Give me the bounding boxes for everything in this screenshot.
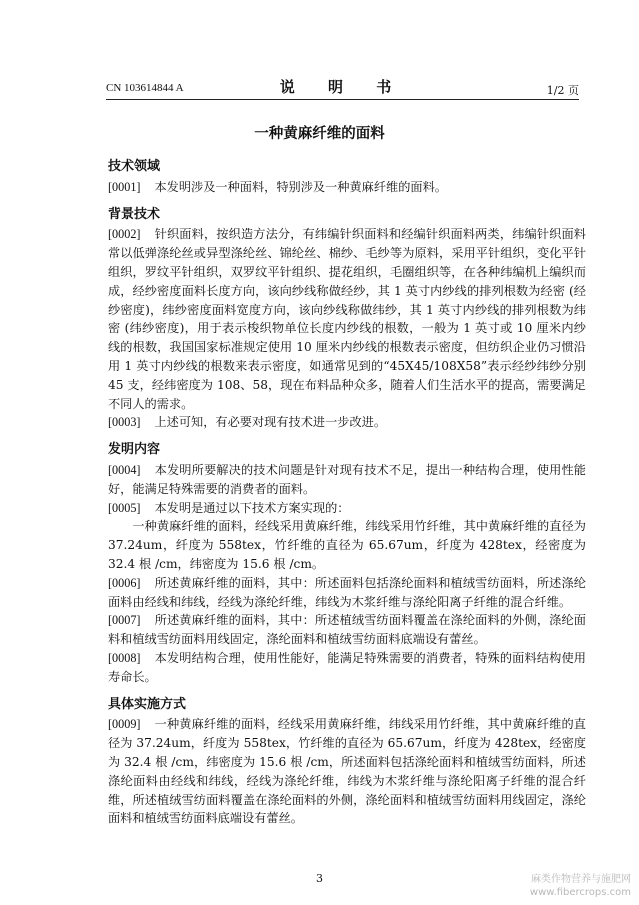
watermark-line-1: 麻类作物营养与施肥网 — [531, 874, 631, 885]
paragraph — [108, 715, 586, 828]
watermark-line-2: www.fibercrops.com — [529, 887, 631, 898]
paragraph-number: [0001] — [108, 179, 141, 194]
paragraph — [108, 461, 586, 499]
section-heading: 具体实施方式 — [108, 696, 187, 712]
paragraph — [108, 517, 586, 573]
paragraph-number: [0002] — [108, 227, 141, 242]
paragraph-text: 本发明所要解决的技术问题是针对现有技术不足，提出一种结构合理，使用性能好，能满足特殊需要的消费者的面料。 — [108, 462, 586, 496]
patent-number: CN 103614844 A — [106, 82, 184, 94]
paragraph-number: [0004] — [108, 462, 141, 477]
page-header — [106, 76, 579, 96]
page-number: 3 — [316, 872, 323, 885]
page-indicator: 1/2 页 — [546, 84, 579, 97]
paragraph-text: 所述黄麻纤维的面料，其中：所述植绒雪纺面料覆盖在涤纶面料的外侧，涤纶面料和植绒雪纺面料用线固定，涤纶面料和植绒雪纺面料底端设有蕾丝。 — [108, 613, 586, 647]
paragraph-number: [0005] — [108, 500, 141, 515]
doc-type: 说 明 书 — [279, 78, 406, 96]
section-heading: 发明内容 — [108, 442, 161, 458]
paragraph-number: [0003] — [108, 415, 141, 430]
paragraph-text: 本发明结构合理，使用性能好，能满足特殊需要的消费者，特殊的面料结构使用寿命长。 — [108, 650, 586, 684]
paragraph — [108, 574, 586, 612]
document-title: 一种黄麻纤维的面料 — [254, 125, 385, 142]
paragraph — [108, 499, 586, 518]
paragraph-number: [0007] — [108, 613, 141, 628]
paragraph — [108, 611, 586, 649]
paragraph — [108, 178, 586, 197]
watermark — [530, 873, 631, 899]
paragraph-text: 一种黄麻纤维的面料，经线采用黄麻纤维，纬线采用竹纤维，其中黄麻纤维的直径为 37.24um，纤度为 558tex，竹纤维的直径为 65.67um，纤度为 428tex，经密度为 32.4 根 /cm，纬密度为 15.6 根 /cm。 — [108, 519, 586, 571]
paragraph-number: [0009] — [108, 717, 141, 732]
paragraph — [108, 413, 586, 432]
paragraph — [108, 649, 586, 687]
paragraph-text: 所述黄麻纤维的面料，其中：所述面料包括涤纶面料和植绒雪纺面料，所述涤纶面料由经线和纬线，经线为涤纶纤维，纬线为木浆纤维与涤纶阳离子纤维的混合纤维。 — [108, 575, 586, 609]
paragraph-text: 针织面料，按织造方法分，有纬编针织面料和经编针织面料两类，纬编针织面料常以低弹涤纶丝或异型涤纶丝、锦纶丝、棉纱、毛纱等为原料，采用平针组织，变化平针组织，罗纹平针组织，双罗纹平针组织、提花组织，毛圈组织等，在各种纬编机上编织而成，经纱密度面料长度方向，该向纱线称做经纱，其 1 英寸内纱线的排列根数为经密 (经纱密度)，纬纱密度面料宽度方向，该向纱线称做纬纱，其 1 英寸内纱线的排列根数为纬密 (纬纱密度)，用于表示梭织物单位长度内纱线的根数，一般为 1 英寸或 10 厘米内纱线的根数，我国国家标准规定使用 10 厘米内纱线的根数表示密度，但纺织企业仍习惯沿用 1 英寸内纱线的根数来表示密度，如通常见到的“45X45/108X58”表示经纱纬纱分别 45 支，经纬密度为 108、58，现在布料品种众多，随着人们生活水平的提高，需要满足不同人的需求。 — [108, 227, 586, 411]
paragraph-number: [0006] — [108, 575, 141, 590]
paragraph — [108, 225, 586, 413]
paragraph-text: 一种黄麻纤维的面料，经线采用黄麻纤维，纬线采用竹纤维，其中黄麻纤维的直径为 37.24um，纤度为 558tex，竹纤维的直径为 65.67um，纤度为 428tex，经密度为 32.4 根 /cm，纬密度为 15.6 根 /cm，所述面料包括涤纶面料和植绒雪纺面料，所述涤纶面料由经线和纬线，经线为涤纶纤维，纬线为木浆纤维与涤纶阳离子纤维的混合纤维，所述植绒雪纺面料覆盖在涤纶面料的外侧，涤纶面料和植绒雪纺面料用线固定，涤纶面料和植绒雪纺面料底端设有蕾丝。 — [108, 717, 586, 826]
section-heading: 背景技术 — [108, 206, 161, 222]
section-heading: 技术领域 — [108, 159, 161, 174]
paragraph-text: 上述可知，有必要对现有技术进一步改进。 — [154, 415, 387, 430]
paragraph-text: 本发明是通过以下技术方案实现的： — [154, 500, 350, 515]
document-body — [108, 158, 586, 828]
paragraph-text: 本发明涉及一种面料，特别涉及一种黄麻纤维的面料。 — [154, 179, 447, 194]
header-rule — [106, 99, 579, 100]
paragraph-number: [0008] — [108, 650, 141, 665]
